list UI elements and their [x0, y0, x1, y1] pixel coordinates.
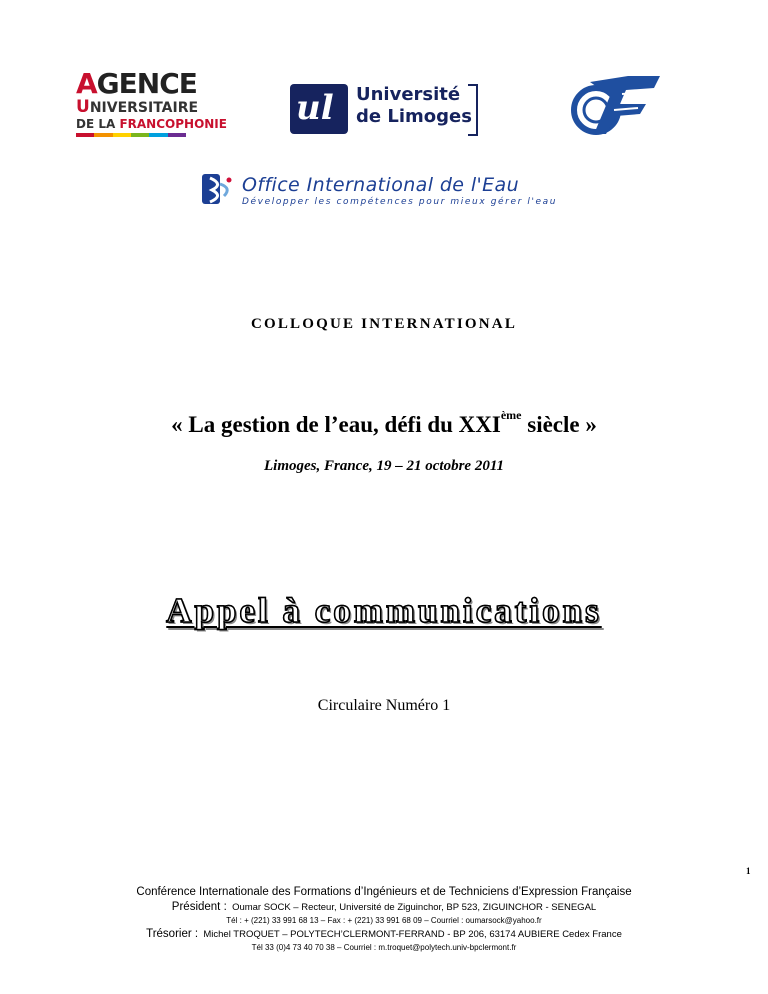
- footer-president-value: Oumar SOCK – Recteur, Université de Ziguinchor, BP 523, ZIGUINCHOR - SENEGAL: [232, 902, 597, 913]
- footer-tresorier-contact: Tél 33 (0)4 73 40 70 38 – Courriel : m.troquet@polytech.univ-bpclermont.fr: [251, 943, 517, 952]
- ul-emblem: [290, 84, 348, 134]
- colloque-heading: COLLOQUE INTERNATIONAL: [250, 316, 518, 332]
- auf-logo-letter: U: [76, 97, 90, 117]
- ul-name-line1: Université: [356, 84, 461, 105]
- auf-logo: [76, 67, 227, 134]
- footer-tresorier-label: Trésorier :: [146, 928, 199, 940]
- ul-bracket: [468, 84, 478, 136]
- cif-emblem-icon: [570, 74, 662, 136]
- auf-color-segment: [149, 133, 167, 137]
- auf-color-bar: [76, 133, 186, 137]
- call-for-papers-title: Appel à communications: [166, 591, 602, 630]
- event-location-date: Limoges, France, 19 – 21 octobre 2011: [264, 458, 504, 474]
- auf-logo-letter: A: [76, 67, 97, 100]
- auf-logo-word: FRANCOPHONIE: [119, 117, 227, 131]
- event-title-superscript: ème: [500, 408, 522, 423]
- universite-limoges-logo: [290, 82, 480, 136]
- oieau-logo: [196, 172, 580, 208]
- footer-tresorier: [0, 927, 768, 942]
- event-title: [0, 408, 768, 438]
- footer-organisation: Conférence Internationale des Formations d’Ingénieurs et de Techniciens d’Expression Française: [136, 886, 632, 898]
- auf-color-segment: [76, 133, 94, 137]
- footer-president-contact: Tél : + (221) 33 991 68 13 – Fax : + (221) 33 991 68 09 – Courriel : oumarsock@yahoo.fr: [226, 916, 542, 925]
- auf-color-segment: [168, 133, 186, 137]
- auf-logo-word: NIVERSITAIRE: [89, 100, 199, 116]
- footer-president: [0, 900, 768, 915]
- oieau-subtitle: Développer les compétences pour mieux gérer l'eau: [242, 197, 558, 207]
- auf-color-segment: [113, 133, 131, 137]
- ul-name-line2: de Limoges: [356, 106, 472, 127]
- oieau-title: Office International de l'Eau: [242, 174, 520, 196]
- auf-color-segment: [94, 133, 112, 137]
- event-title-end: siècle »: [521, 412, 597, 437]
- footer-tresorier-value: Michel TROQUET – POLYTECH’CLERMONT-FERRAND - BP 206, 63174 AUBIERE Cedex France: [203, 929, 622, 940]
- circular-number: Circulaire Numéro 1: [317, 697, 451, 714]
- auf-logo-prefix: DE LA: [76, 117, 120, 131]
- oieau-emblem-icon: [196, 172, 236, 206]
- page-number: 1: [746, 866, 751, 876]
- auf-color-segment: [131, 133, 149, 137]
- event-title-main: « La gestion de l’eau, défi du XXI: [171, 412, 501, 437]
- footer-president-label: Président :: [171, 901, 227, 913]
- ul-monogram: ul: [296, 88, 334, 128]
- footer: [0, 884, 768, 954]
- auf-logo-word: GENCE: [96, 67, 197, 100]
- cif-logo: [570, 74, 662, 136]
